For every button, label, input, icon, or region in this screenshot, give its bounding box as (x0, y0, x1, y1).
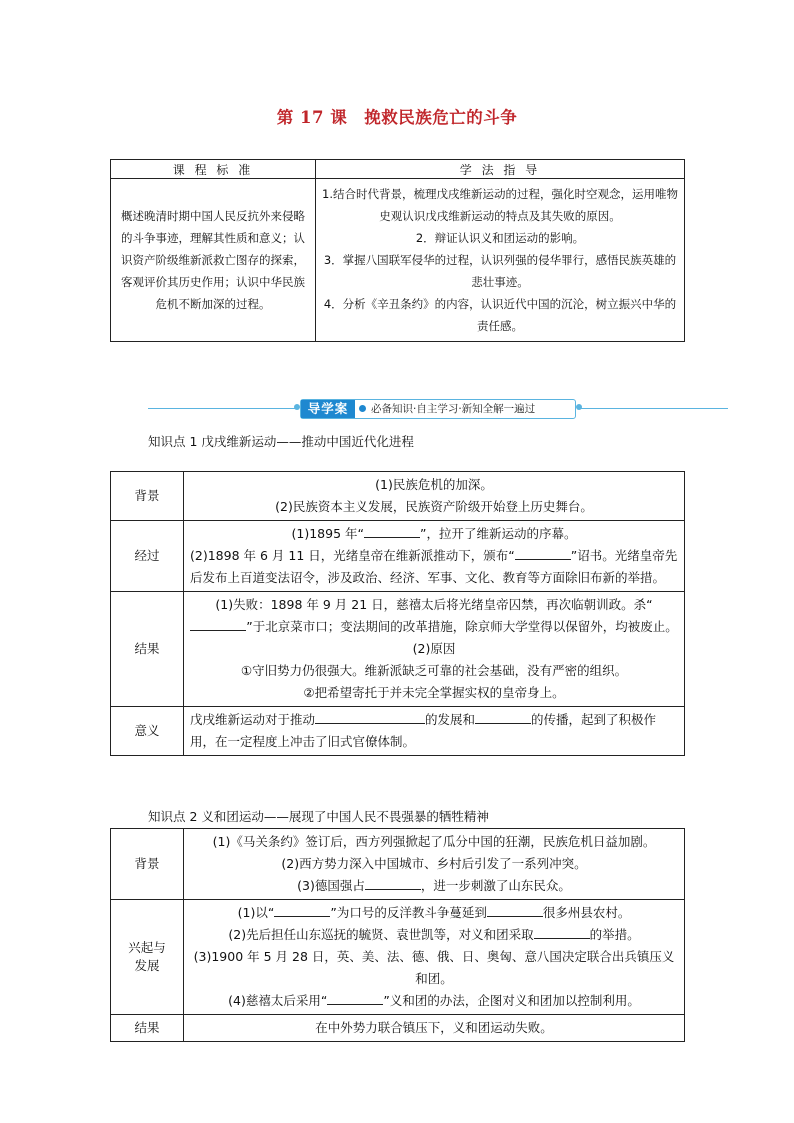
text-span: ”诏书。光绪皇帝先后发布上百道变法诏令，涉及政治、经济、军事、文化、教育等方面除旧布新的举措。 (190, 548, 678, 585)
banner-box (300, 399, 576, 419)
background-line: (2)民族资本主义发展，民族资产阶级开始登上历史舞台。 (275, 499, 593, 514)
row-label-result: 结果 (111, 592, 184, 707)
text-span: 的发展和 (425, 712, 476, 727)
text-span: ”，拉开了维新运动的序幕。 (419, 526, 577, 541)
guidance-list (316, 179, 685, 342)
text-span: (2)先后担任山东巡抚的毓贤、袁世凯等，对义和团采取 (228, 927, 534, 942)
text-span: (1)失败：1898 年 9 月 21 日，慈禧太后将光绪皇帝囚禁，再次临朝训政。杀“ (215, 597, 653, 612)
banner-dot-icon (576, 404, 582, 410)
process-cell (184, 521, 685, 592)
rise-line (190, 924, 678, 946)
standards-header: 课 程 标 准 (111, 160, 316, 179)
fill-blank[interactable] (274, 902, 330, 917)
text-span: 很多州县农村。 (542, 905, 631, 920)
rise-cell (184, 900, 685, 1015)
row-label-background: 背景 (111, 472, 184, 521)
result-line (190, 594, 678, 638)
process-line (190, 523, 678, 545)
text-span: (4)慈禧太后采用“ (228, 993, 328, 1008)
text-span: (1)以“ (237, 905, 275, 920)
rise-line (190, 902, 678, 924)
curriculum-standards-table (110, 159, 685, 342)
section1-heading: 知识点 1 戊戌维新运动——推动中国近代化进程 (148, 434, 414, 449)
row-label-background: 背景 (111, 829, 184, 900)
text-span: 的传播，起到了积极作用，在一定程度上冲击了旧式官僚体制。 (190, 712, 657, 749)
background-cell (184, 472, 685, 521)
section2-heading: 知识点 2 义和团运动——展现了中国人民不畏强暴的牺牲精神 (148, 809, 489, 824)
result-line: ②把希望寄托于并未完全掌握实权的皇帝身上。 (303, 685, 565, 700)
banner-divider-left (148, 408, 298, 409)
result-cell (184, 592, 685, 707)
fill-blank[interactable] (534, 924, 590, 939)
result-line: (2)原因 (412, 641, 456, 656)
study-guide-banner (148, 399, 728, 419)
text-span: (2)1898 年 6 月 11 日，光绪皇帝在维新派推动下，颁布“ (190, 548, 515, 563)
fill-blank[interactable] (365, 875, 421, 890)
result-cell: 在中外势力联合镇压下，义和团运动失败。 (184, 1015, 685, 1042)
rise-line (190, 990, 678, 1012)
result-line: ①守旧势力仍很强大。维新派缺乏可靠的社会基础，没有严密的组织。 (240, 663, 628, 678)
guidance-header: 学 法 指 导 (316, 160, 685, 179)
guidance-item: 2．辩证认识义和团运动的影响。 (415, 231, 585, 245)
background-line: (2)西方势力深入中国城市、乡村后引发了一系列冲突。 (281, 856, 587, 871)
page-title: 第 17 课 挽救民族危亡的斗争 (276, 108, 518, 127)
fill-blank[interactable] (487, 902, 543, 917)
row-label-rise (111, 900, 184, 1015)
row-label-process: 经过 (111, 521, 184, 592)
row-label-line: 发展 (134, 958, 160, 973)
meaning-cell (184, 707, 685, 756)
row-label-result: 结果 (111, 1015, 184, 1042)
background-line (190, 875, 678, 897)
bullet-icon (359, 405, 366, 412)
banner-subtitle: 必备知识·自主学习·新知全解一遍过 (371, 403, 536, 415)
text-span: ”为口号的反洋教斗争蔓延到 (330, 905, 487, 920)
guidance-item: 4．分析《辛丑条约》的内容，认识近代中国的沉沦，树立振兴中华的责任感。 (323, 297, 677, 333)
banner-tag: 导学案 (301, 400, 355, 418)
process-line (190, 545, 678, 589)
text-span: 的举措。 (589, 927, 640, 942)
text-span: (3)德国强占 (297, 878, 365, 893)
row-label-meaning: 意义 (111, 707, 184, 756)
fill-blank[interactable] (315, 709, 425, 724)
meaning-line (190, 709, 678, 753)
background-cell (184, 829, 685, 900)
reform-movement-table (110, 471, 685, 756)
guidance-item: 3．掌握八国联军侵华的过程，认识列强的侵华罪行，感悟民族英雄的悲壮事迹。 (323, 253, 677, 289)
fill-blank[interactable] (190, 616, 246, 631)
banner-divider-right (578, 408, 728, 409)
boxer-movement-table (110, 828, 685, 1042)
standards-text: 概述晚清时期中国人民反抗外来侵略的斗争事迹，理解其性质和意义；认识资产阶级维新派救亡图存的探索，客观评价其历史作用；认识中华民族危机不断加深的过程。 (111, 179, 316, 342)
text-span: ”义和团的办法，企图对义和团加以控制利用。 (383, 993, 640, 1008)
fill-blank[interactable] (364, 523, 420, 538)
rise-line: (3)1900 年 5 月 28 日，英、美、法、德、俄、日、奥匈、意八国决定联合出兵镇压义和团。 (193, 949, 675, 986)
guidance-item: 1.结合时代背景，梳理戊戌维新运动的过程，强化时空观念，运用唯物史观认识戊戌维新运动的特点及其失败的原因。 (322, 187, 678, 223)
background-line: (1)民族危机的加深。 (375, 477, 493, 492)
fill-blank[interactable] (515, 545, 571, 560)
fill-blank[interactable] (327, 990, 383, 1005)
background-line: (1)《马关条约》签订后，西方列强掀起了瓜分中国的狂潮，民族危机日益加剧。 (212, 834, 656, 849)
text-span: ，进一步刺激了山东民众。 (420, 878, 571, 893)
row-label-line: 兴起与 (128, 940, 166, 955)
fill-blank[interactable] (475, 709, 531, 724)
text-span: (1)1895 年“ (291, 526, 364, 541)
text-span: 戊戌维新运动对于推动 (190, 712, 316, 727)
text-span: ”于北京菜市口；变法期间的改革措施，除京师大学堂得以保留外，均被废止。 (246, 619, 678, 634)
